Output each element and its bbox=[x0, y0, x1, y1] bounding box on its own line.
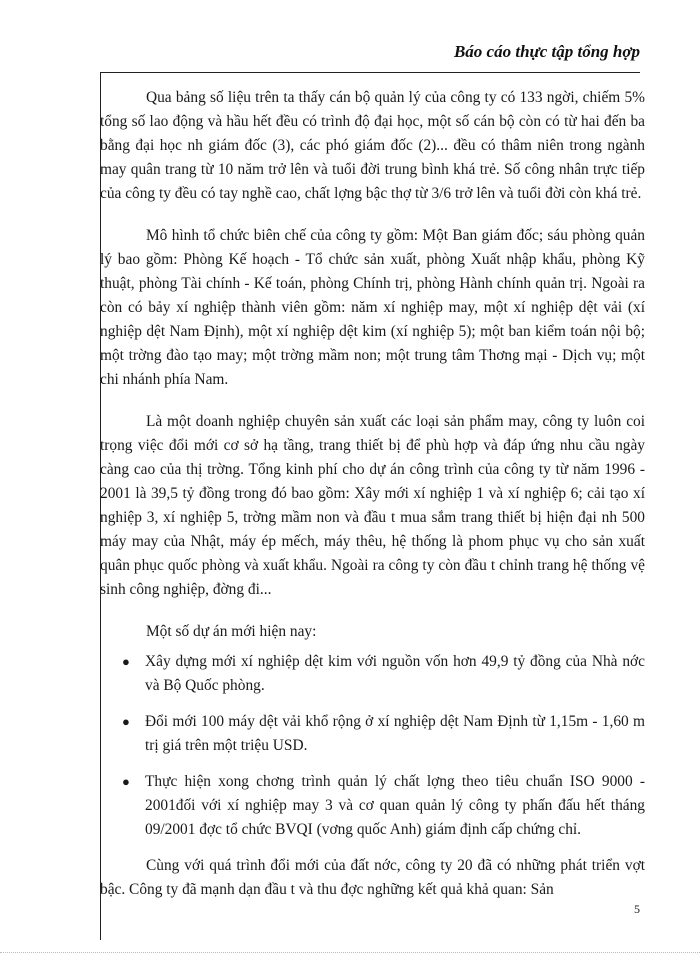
list-item bbox=[100, 650, 645, 698]
new-projects-list bbox=[100, 650, 645, 842]
list-item bbox=[100, 770, 645, 842]
report-header-title: Báo cáo thực tập tổng hợp bbox=[453, 42, 640, 61]
page-bottom-divider bbox=[0, 952, 700, 953]
paragraph-investment: Là một doanh nghiệp chuyên sản xuất các loại sản phẩm may, công ty luôn coi trọng việc đổi mới cơ sở hạ tầng, trang thiết bị để phù hợp và đáp ứng nhu cầu ngày càng cao của thị trờng. Tổng kinh phí cho dự án công trình của công ty từ năm 1996 - 2001 là 39,5 tỷ đồng trong đó bao gồm: Xây mới xí nghiệp 1 và xí nghiệp 6; cải tạo xí nghiệp 3, xí nghiệp 5, trờng mầm non và đầu t mua sắm trang thiết bị hiện đại nh 500 máy may của Nhật, máy ép mếch, máy thêu, hệ thống là phom phục vụ cho sản xuất quân phục quốc phòng và xuất khẩu. Ngoài ra công ty còn đầu t chỉnh trang hệ thống vệ sinh công nghiệp, đờng đi... bbox=[100, 413, 645, 598]
document-body bbox=[100, 86, 645, 902]
bullet-icon: ● bbox=[122, 774, 130, 789]
header-divider bbox=[100, 72, 640, 73]
bullet-icon: ● bbox=[122, 714, 130, 729]
list-item-text: Xây dựng mới xí nghiệp dệt kim với nguồn vốn hơn 49,9 tỷ đồng của Nhà nớc và Bộ Quốc phòng. bbox=[145, 653, 645, 694]
list-item-text: Thực hiện xong chơng trình quản lý chất lợng theo tiêu chuẩn ISO 9000 - 2001đối với xí nghiệp may 3 và cơ quan quản lý công ty phấn đấu hết tháng 09/2001 đợc tổ chức BVQI (vơng quốc Anh) giám định cấp chứng chỉ. bbox=[145, 773, 645, 838]
list-item-text: Đổi mới 100 máy dệt vải khổ rộng ở xí nghiệp dệt Nam Định từ 1,15m - 1,60 m trị giá trên một triệu USD. bbox=[145, 713, 645, 754]
bullet-icon: ● bbox=[122, 654, 130, 669]
page-number: 5 bbox=[634, 902, 640, 916]
list-item bbox=[100, 710, 645, 758]
paragraph-organization: Mô hình tổ chức biên chế của công ty gồm: Một Ban giám đốc; sáu phòng quản lý bao gồm: Phòng Kế hoạch - Tổ chức sản xuất, phòng Xuất nhập khẩu, phòng Kỹ thuật, phòng Tài chính - Kế toán, phòng Chính trị, phòng Hành chính quản trị. Ngoài ra còn có bảy xí nghiệp thành viên gồm: năm xí nghiệp may, một xí nghiệp dệt vải (xí nghiệp dệt Nam Định), một xí nghiệp dệt kim (xí nghiệp 5); một ban kiểm toán nội bộ; một trờng đào tạo may; một trờng mầm non; một trung tâm Thơng mại - Dịch vụ; một chi nhánh phía Nam. bbox=[100, 227, 645, 388]
paragraph-staff-summary: Qua bảng số liệu trên ta thấy cán bộ quản lý của công ty có 133 ngời, chiếm 5% tổng số lao động và hầu hết đều có trình độ đại học, một số cán bộ còn có từ hai đến ba bằng đại học nh giám đốc (3), các phó giám đốc (2)... đều có thâm niên trong ngành may quân trang từ 10 năm trở lên và tuổi đời trung bình khá trẻ. Số công nhân trực tiếp của công ty đều có tay nghề cao, chất lợng bậc thợ từ 3/6 trở lên và tuổi đời còn khá trẻ. bbox=[100, 89, 645, 202]
paragraph-development: Cùng với quá trình đổi mới của đất nớc, công ty 20 đã có những phát triển vợt bậc. Công ty đã mạnh dạn đầu t và thu đợc nghững kết quả khả quan: Sản bbox=[100, 857, 645, 898]
paragraph-new-projects-intro: Một số dự án mới hiện nay: bbox=[146, 623, 317, 640]
